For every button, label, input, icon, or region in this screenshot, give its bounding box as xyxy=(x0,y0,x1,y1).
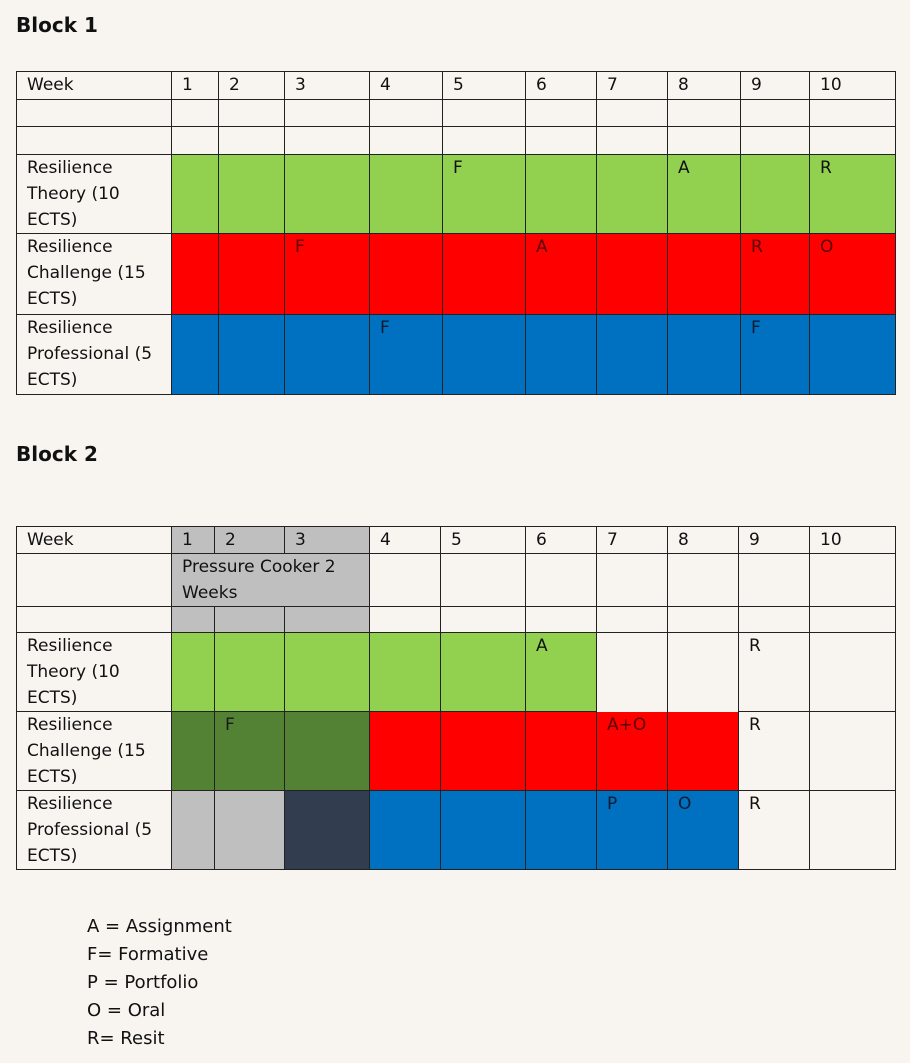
empty-cell xyxy=(597,100,668,127)
schedule-cell: R xyxy=(741,234,810,315)
schedule-cell xyxy=(441,712,526,791)
empty-cell xyxy=(219,100,285,127)
week-number: 10 xyxy=(810,527,896,554)
schedule-cell xyxy=(172,234,219,315)
legend-item: P = Portfolio xyxy=(87,972,199,993)
schedule-cell: R xyxy=(739,791,810,870)
empty-cell xyxy=(810,607,896,633)
schedule-cell xyxy=(285,155,370,234)
schedule-cell: R xyxy=(810,155,896,234)
empty-cell xyxy=(810,127,896,155)
schedule-cell: F xyxy=(443,155,526,234)
empty-cell xyxy=(739,607,810,633)
schedule-cell xyxy=(172,633,215,712)
schedule-cell xyxy=(668,633,739,712)
pressure-cooker-label: Pressure Cooker 2 Weeks xyxy=(172,554,370,607)
schedule-cell xyxy=(668,315,741,395)
schedule-cell xyxy=(172,712,215,791)
schedule-cell xyxy=(370,791,441,870)
empty-cell xyxy=(17,554,172,607)
schedule-cell xyxy=(597,633,668,712)
schedule-cell: O xyxy=(668,791,739,870)
schedule-cell xyxy=(172,791,215,870)
week-number: 3 xyxy=(285,72,370,100)
empty-cell xyxy=(17,127,172,155)
empty-cell xyxy=(597,607,668,633)
empty-cell xyxy=(739,554,810,607)
empty-cell xyxy=(741,127,810,155)
course-row-professional xyxy=(17,315,896,395)
schedule-cell xyxy=(526,155,597,234)
schedule-cell xyxy=(172,315,219,395)
schedule-cell xyxy=(526,712,597,791)
schedule-cell: O xyxy=(810,234,896,315)
course-label: Resilience Theory (10 ECTS) xyxy=(17,633,172,712)
schedule-cell xyxy=(526,315,597,395)
empty-cell xyxy=(443,127,526,155)
schedule-cell xyxy=(597,315,668,395)
schedule-cell xyxy=(370,633,441,712)
empty-cell xyxy=(526,554,597,607)
empty-cell xyxy=(370,127,443,155)
legend-item: O = Oral xyxy=(87,1000,166,1021)
empty-row xyxy=(17,127,896,155)
empty-cell xyxy=(441,554,526,607)
empty-cell xyxy=(285,127,370,155)
empty-cell xyxy=(17,100,172,127)
schedule-cell xyxy=(285,633,370,712)
schedule-cell xyxy=(810,712,896,791)
course-row-challenge xyxy=(17,712,896,791)
empty-cell xyxy=(668,554,739,607)
course-row-challenge xyxy=(17,234,896,315)
schedule-cell xyxy=(370,234,443,315)
week-number: 6 xyxy=(526,72,597,100)
schedule-cell: F xyxy=(285,234,370,315)
block-2-title: Block 2 xyxy=(16,442,98,466)
week-number: 1 xyxy=(172,527,215,554)
empty-cell xyxy=(597,127,668,155)
empty-cell xyxy=(285,607,370,633)
block-1-title: Block 1 xyxy=(16,13,98,37)
schedule-cell xyxy=(668,234,741,315)
empty-cell xyxy=(172,607,215,633)
schedule-cell xyxy=(219,234,285,315)
empty-cell xyxy=(526,127,597,155)
empty-cell xyxy=(370,607,441,633)
empty-cell xyxy=(172,127,219,155)
schedule-cell xyxy=(741,155,810,234)
legend-item: A = Assignment xyxy=(87,916,232,937)
week-number: 2 xyxy=(215,527,285,554)
week-number: 9 xyxy=(739,527,810,554)
week-number: 7 xyxy=(597,527,668,554)
block-2-table xyxy=(16,526,896,870)
week-header-row xyxy=(17,72,896,100)
schedule-cell: A xyxy=(526,633,597,712)
schedule-cell: R xyxy=(739,633,810,712)
course-label: Resilience Challenge (15 ECTS) xyxy=(17,234,172,315)
schedule-cell xyxy=(285,712,370,791)
empty-cell xyxy=(285,100,370,127)
empty-cell xyxy=(370,554,441,607)
schedule-cell xyxy=(285,791,370,870)
legend-item: F= Formative xyxy=(87,944,209,965)
schedule-cell: A xyxy=(668,155,741,234)
empty-cell xyxy=(526,607,597,633)
empty-cell xyxy=(17,607,172,633)
empty-cell xyxy=(219,127,285,155)
week-number: 5 xyxy=(441,527,526,554)
empty-cell xyxy=(172,100,219,127)
schedule-cell xyxy=(219,155,285,234)
schedule-cell xyxy=(370,712,441,791)
week-number: 4 xyxy=(370,527,441,554)
pressure-cooker-row xyxy=(17,554,896,607)
schedule-cell xyxy=(441,791,526,870)
empty-cell xyxy=(668,127,741,155)
empty-cell xyxy=(597,554,668,607)
week-number: 2 xyxy=(219,72,285,100)
week-number: 10 xyxy=(810,72,896,100)
empty-cell xyxy=(370,100,443,127)
schedule-cell xyxy=(668,712,739,791)
empty-cell xyxy=(810,554,896,607)
week-number: 5 xyxy=(443,72,526,100)
course-row-theory xyxy=(17,633,896,712)
week-number: 4 xyxy=(370,72,443,100)
block-1-table xyxy=(16,71,896,395)
schedule-cell xyxy=(597,155,668,234)
empty-cell xyxy=(668,607,739,633)
week-header-row xyxy=(17,527,896,554)
week-number: 8 xyxy=(668,527,739,554)
schedule-cell: P xyxy=(597,791,668,870)
week-label: Week xyxy=(17,527,172,554)
legend xyxy=(87,913,232,1053)
schedule-cell xyxy=(441,633,526,712)
schedule-cell xyxy=(215,633,285,712)
schedule-cell xyxy=(810,315,896,395)
schedule-cell: F xyxy=(741,315,810,395)
course-label: Resilience Theory (10 ECTS) xyxy=(17,155,172,234)
schedule-cell xyxy=(810,791,896,870)
schedule-cell xyxy=(370,155,443,234)
empty-row xyxy=(17,100,896,127)
week-number: 9 xyxy=(741,72,810,100)
course-label: Resilience Professional (5 ECTS) xyxy=(17,791,172,870)
empty-cell xyxy=(215,607,285,633)
week-number: 8 xyxy=(668,72,741,100)
schedule-cell xyxy=(526,791,597,870)
empty-cell xyxy=(668,100,741,127)
course-label: Resilience Challenge (15 ECTS) xyxy=(17,712,172,791)
schedule-cell: A+O xyxy=(597,712,668,791)
schedule-cell: R xyxy=(739,712,810,791)
empty-row xyxy=(17,607,896,633)
week-number: 3 xyxy=(285,527,370,554)
week-label: Week xyxy=(17,72,172,100)
legend-item: R= Resit xyxy=(87,1028,165,1049)
empty-cell xyxy=(810,100,896,127)
schedule-cell xyxy=(219,315,285,395)
schedule-cell xyxy=(443,234,526,315)
course-row-professional xyxy=(17,791,896,870)
schedule-cell xyxy=(172,155,219,234)
schedule-cell: A xyxy=(526,234,597,315)
course-label: Resilience Professional (5 ECTS) xyxy=(17,315,172,395)
empty-cell xyxy=(526,100,597,127)
empty-cell xyxy=(441,607,526,633)
schedule-cell xyxy=(215,791,285,870)
empty-cell xyxy=(443,100,526,127)
empty-cell xyxy=(741,100,810,127)
week-number: 6 xyxy=(526,527,597,554)
schedule-cell xyxy=(443,315,526,395)
week-number: 7 xyxy=(597,72,668,100)
schedule-cell: F xyxy=(370,315,443,395)
schedule-cell: F xyxy=(215,712,285,791)
week-number: 1 xyxy=(172,72,219,100)
schedule-cell xyxy=(810,633,896,712)
schedule-cell xyxy=(597,234,668,315)
schedule-cell xyxy=(285,315,370,395)
course-row-theory xyxy=(17,155,896,234)
